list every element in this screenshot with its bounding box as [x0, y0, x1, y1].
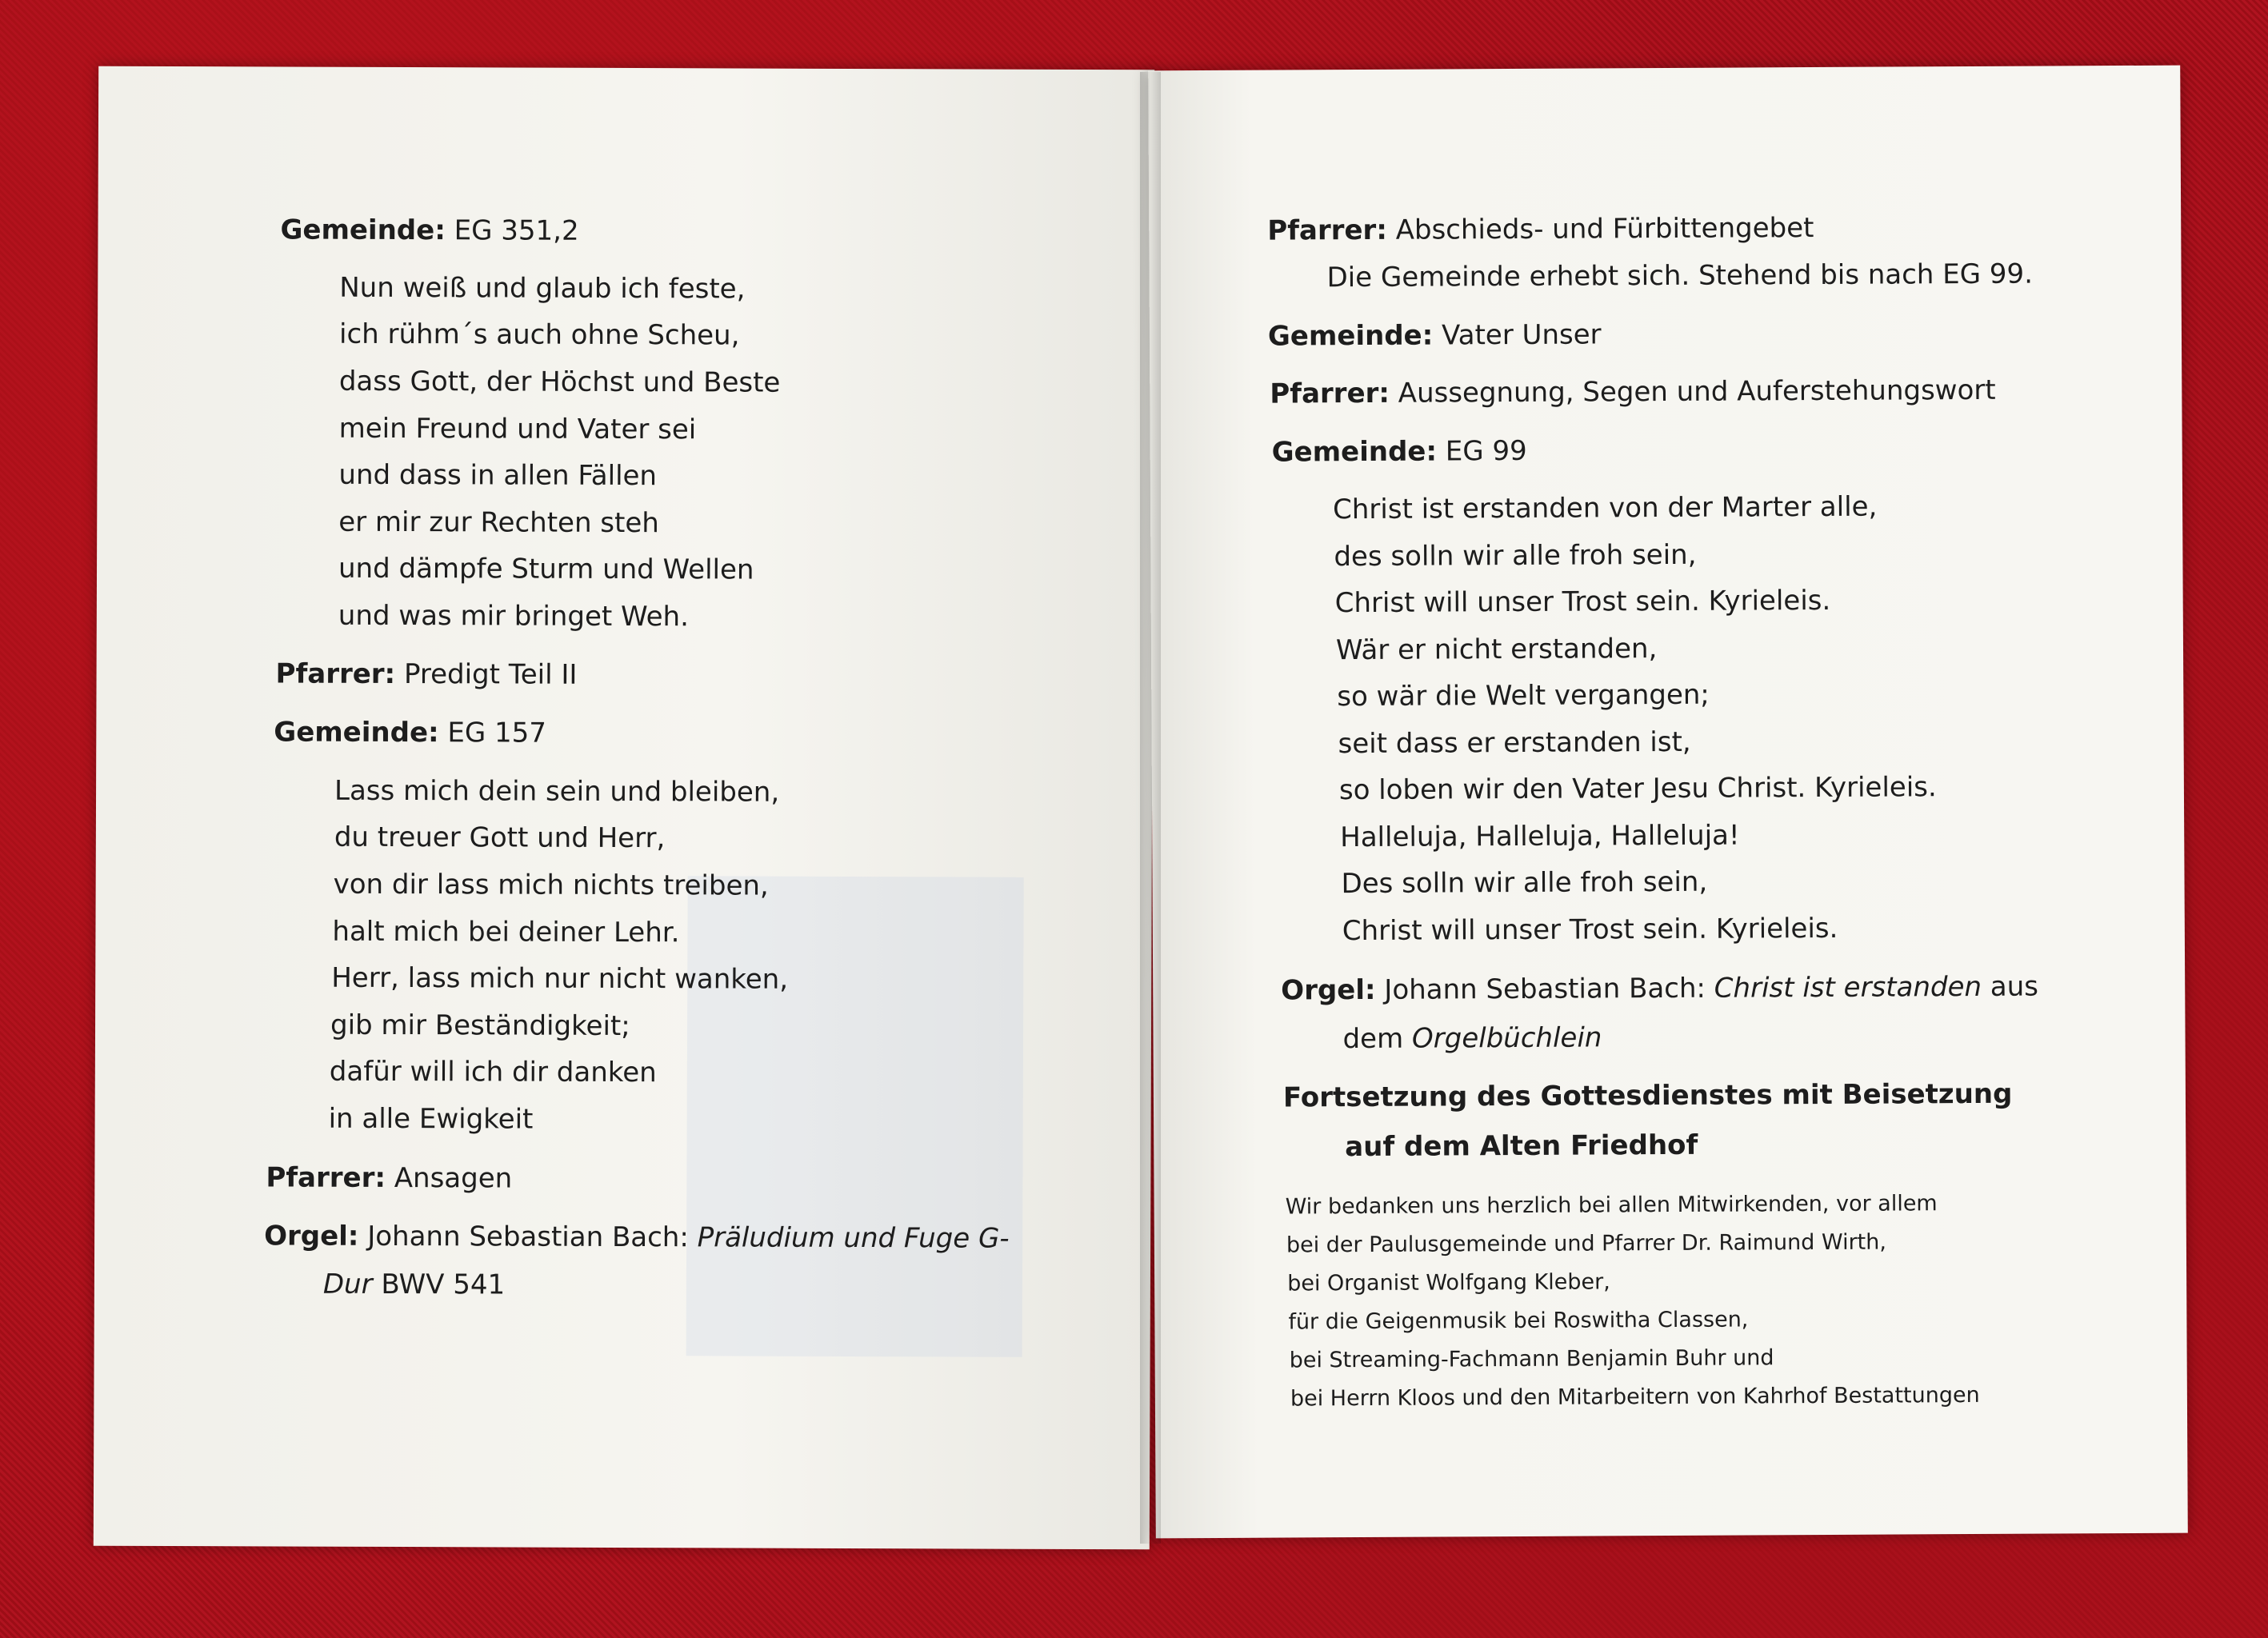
- hymn-line: so wär die Welt vergangen;: [1337, 678, 1710, 713]
- hymn-line: Herr, lass mich nur nicht wanken,: [331, 961, 789, 996]
- section-text: EG 157: [438, 717, 547, 749]
- hymn-line: Des solln wir alle froh sein,: [1341, 865, 1708, 901]
- section-text: Aussegnung, Segen und Auferstehungswort: [1389, 374, 1996, 410]
- hymn-line: er mir zur Rechten steh: [338, 505, 659, 540]
- section-text: Johann Sebastian Bach:: [1375, 972, 1714, 1006]
- role-label: Pfarrer:: [275, 657, 396, 691]
- left-page: [94, 66, 1154, 1550]
- section-orgel-line1: [1281, 964, 2038, 1014]
- thanks-line: für die Geigenmusik bei Roswitha Classen,: [1288, 1307, 1749, 1335]
- hymn-line: Christ ist erstanden von der Marter alle,: [1332, 490, 1878, 526]
- hymn-line: mein Freund und Vater sei: [338, 412, 697, 446]
- section-orgel-line2: [323, 1261, 505, 1308]
- collection-title: Orgelbüchlein: [1411, 1021, 1602, 1055]
- catalog-number: BWV 541: [372, 1268, 506, 1301]
- hymn-line: dafür will ich dir danken: [329, 1055, 657, 1089]
- section-text: Johann Sebastian Bach:: [358, 1220, 698, 1254]
- section-orgel-line1: [264, 1213, 1010, 1261]
- section-text: Abschieds- und Fürbittengebet: [1386, 212, 1814, 246]
- congregation-stands-note: Die Gemeinde erhebt sich. Stehend bis nach EG 99.: [1326, 258, 2034, 294]
- role-label: Pfarrer:: [1270, 377, 1390, 410]
- hymn-line: gib mir Beständigkeit;: [330, 1009, 630, 1043]
- thanks-line: bei Organist Wolfgang Kleber,: [1287, 1269, 1610, 1296]
- hymn-line: Christ will unser Trost sein. Kyrieleis.: [1342, 912, 1838, 948]
- thanks-line: bei der Paulusgemeinde und Pfarrer Dr. Raimund Wirth,: [1286, 1229, 1886, 1258]
- role-label: Orgel:: [1281, 973, 1376, 1007]
- section-pfarrer-gebet: [1267, 205, 1814, 254]
- hymn-line: und dämpfe Sturm und Wellen: [338, 552, 754, 586]
- section-orgel-line2: [1342, 1014, 1602, 1062]
- piece-title: Präludium und Fuge G-: [697, 1221, 1010, 1255]
- piece-title: Christ ist erstanden: [1714, 970, 1982, 1005]
- thanks-line: Wir bedanken uns herzlich bei allen Mitwirkenden, vor allem: [1285, 1191, 1938, 1220]
- hymn-line: Christ will unser Trost sein. Kyrieleis.: [1334, 584, 1831, 620]
- hymn-line: von dir lass mich nichts treiben,: [333, 868, 769, 902]
- hymn-line: dass Gott, der Höchst und Beste: [338, 365, 781, 399]
- hymn-line: in alle Ewigkeit: [328, 1102, 534, 1136]
- hymn-line: du treuer Gott und Herr,: [334, 821, 666, 855]
- hymn-line: des solln wir alle froh sein,: [1334, 538, 1697, 573]
- section-text: EG 99: [1436, 434, 1527, 468]
- hymn-line: Wär er nicht erstanden,: [1335, 633, 1658, 667]
- section-gemeinde-eg351: [280, 206, 578, 254]
- role-label: Orgel:: [264, 1220, 359, 1252]
- role-label: Gemeinde:: [1271, 435, 1438, 469]
- hymn-line: Lass mich dein sein und bleiben,: [334, 774, 780, 809]
- section-gemeinde-vater-unser: [1268, 311, 1602, 359]
- section-gemeinde-eg99: [1272, 428, 1527, 476]
- section-gemeinde-eg157: [274, 709, 546, 756]
- hymn-line: halt mich bei deiner Lehr.: [332, 915, 680, 949]
- role-label: Pfarrer:: [266, 1161, 386, 1194]
- hymn-line: Nun weiß und glaub ich feste,: [339, 271, 746, 306]
- right-page: [1148, 66, 2188, 1539]
- section-text: dem: [1342, 1022, 1413, 1056]
- hymn-line: und dass in allen Fällen: [338, 458, 658, 493]
- hymn-line: ich rühm´s auch ohne Scheu,: [338, 318, 740, 352]
- hymn-line: und was mir bringet Weh.: [338, 599, 690, 633]
- thanks-line: bei Herrn Kloos und den Mitarbeitern von Kahrhof Bestattungen: [1290, 1382, 1980, 1412]
- role-label: Gemeinde:: [1267, 319, 1434, 353]
- section-pfarrer-aussegnung: [1270, 367, 1996, 417]
- bleed-through-image: [686, 876, 1024, 1356]
- section-pfarrer-predigt: [275, 650, 577, 697]
- piece-title-cont: Dur: [322, 1268, 373, 1300]
- hymn-line: seit dass er erstanden ist,: [1338, 725, 1691, 761]
- thanks-line: bei Streaming-Fachmann Benjamin Buhr und: [1289, 1345, 1774, 1373]
- role-label: Pfarrer:: [1267, 214, 1387, 247]
- hymn-line: Halleluja, Halleluja, Halleluja!: [1340, 819, 1740, 854]
- continuation-heading-line1: Fortsetzung des Gottesdienstes mit Beisetzung: [1282, 1077, 2013, 1114]
- role-label: Gemeinde:: [274, 716, 439, 749]
- role-label: Gemeinde:: [280, 214, 446, 247]
- section-text: Ansagen: [385, 1161, 513, 1195]
- hymn-line: so loben wir den Vater Jesu Christ. Kyrieleis.: [1338, 771, 1937, 807]
- booklet-spine: [1140, 72, 1161, 1544]
- section-text: Vater Unser: [1433, 318, 1602, 352]
- section-text: EG 351,2: [445, 214, 579, 247]
- section-text: Predigt Teil II: [395, 658, 578, 691]
- continuation-heading-line2: auf dem Alten Friedhof: [1345, 1129, 1698, 1164]
- section-text-tail: aus: [1981, 970, 2039, 1003]
- section-pfarrer-ansagen: [266, 1154, 512, 1201]
